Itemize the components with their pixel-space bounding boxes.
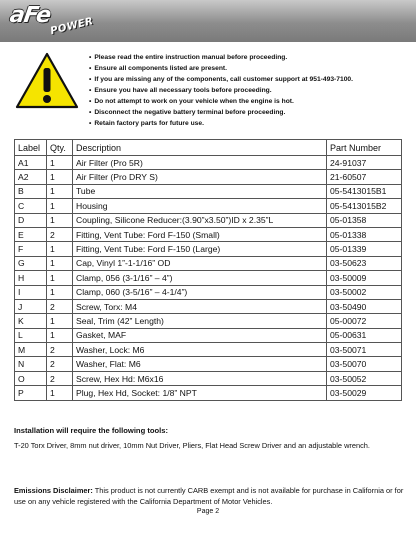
emissions-disclaimer bbox=[14, 486, 406, 507]
cell-part-number: 21-60507 bbox=[327, 170, 402, 184]
cell-part-number: 03-50070 bbox=[327, 357, 402, 371]
table-row bbox=[15, 256, 402, 270]
cell-part-number: 05-01358 bbox=[327, 213, 402, 227]
cell-label: A1 bbox=[15, 156, 47, 170]
cell-description: Screw, Hex Hd: M6x16 bbox=[73, 371, 327, 385]
warning-item: • Retain factory parts for future use. bbox=[89, 118, 353, 129]
table-row bbox=[15, 227, 402, 241]
table-header-row bbox=[15, 140, 402, 156]
cell-description: Coupling, Silicone Reducer:(3.90”x3.50”)ID x 2.35”L bbox=[73, 213, 327, 227]
logo-sub-text: POWER bbox=[49, 15, 95, 38]
cell-qty: 1 bbox=[47, 170, 73, 184]
cell-description: Fitting, Vent Tube: Ford F-150 (Small) bbox=[73, 227, 327, 241]
cell-label: C bbox=[15, 199, 47, 213]
parts-table bbox=[14, 139, 402, 401]
warning-item: • Ensure you have all necessary tools before proceeding. bbox=[89, 85, 353, 96]
cell-description: Clamp, 060 (3-5/16” – 4-1/4”) bbox=[73, 285, 327, 299]
disclaimer-label: Emissions Disclaimer: bbox=[14, 486, 93, 495]
cell-qty: 2 bbox=[47, 357, 73, 371]
cell-description: Tube bbox=[73, 184, 327, 198]
cell-description: Clamp, 056 (3-1/16” – 4”) bbox=[73, 271, 327, 285]
cell-qty: 2 bbox=[47, 371, 73, 385]
cell-part-number: 05-5413015B1 bbox=[327, 184, 402, 198]
cell-description: Seal, Trim (42” Length) bbox=[73, 314, 327, 328]
table-row bbox=[15, 343, 402, 357]
cell-part-number: 03-50490 bbox=[327, 299, 402, 313]
table-row bbox=[15, 199, 402, 213]
cell-description: Air Filter (Pro DRY S) bbox=[73, 170, 327, 184]
table-row bbox=[15, 156, 402, 170]
cell-qty: 1 bbox=[47, 242, 73, 256]
cell-part-number: 03-50071 bbox=[327, 343, 402, 357]
cell-label: O bbox=[15, 371, 47, 385]
cell-description: Air Filter (Pro 5R) bbox=[73, 156, 327, 170]
warning-item: • Do not attempt to work on your vehicle when the engine is hot. bbox=[89, 96, 353, 107]
afe-power-logo bbox=[8, 3, 98, 39]
cell-part-number: 05-00631 bbox=[327, 328, 402, 342]
table-row bbox=[15, 386, 402, 400]
cell-qty: 2 bbox=[47, 299, 73, 313]
cell-qty: 1 bbox=[47, 271, 73, 285]
cell-label: F bbox=[15, 242, 47, 256]
table-row bbox=[15, 184, 402, 198]
cell-qty: 1 bbox=[47, 213, 73, 227]
cell-qty: 1 bbox=[47, 156, 73, 170]
table-row bbox=[15, 242, 402, 256]
cell-qty: 1 bbox=[47, 328, 73, 342]
table-row bbox=[15, 271, 402, 285]
cell-label: E bbox=[15, 227, 47, 241]
cell-part-number: 03-50052 bbox=[327, 371, 402, 385]
logo-main-text: aFe bbox=[8, 3, 52, 28]
cell-part-number: 03-50009 bbox=[327, 271, 402, 285]
warning-item: • Ensure all components listed are present. bbox=[89, 63, 353, 74]
cell-part-number: 03-50623 bbox=[327, 256, 402, 270]
cell-part-number: 05-01339 bbox=[327, 242, 402, 256]
header-part-number: Part Number bbox=[327, 140, 402, 156]
table-row bbox=[15, 371, 402, 385]
disclaimer-text: This product is not currently CARB exempt and is not available for purchase in California or for use on any vehicle registered with the California Department of Motor Vehicles. bbox=[14, 486, 404, 506]
cell-label: J bbox=[15, 299, 47, 313]
cell-qty: 1 bbox=[47, 199, 73, 213]
cell-description: Cap, Vinyl 1”-1-1/16” OD bbox=[73, 256, 327, 270]
cell-description: Screw, Torx: M4 bbox=[73, 299, 327, 313]
cell-part-number: 05-00072 bbox=[327, 314, 402, 328]
cell-label: M bbox=[15, 343, 47, 357]
cell-label: G bbox=[15, 256, 47, 270]
table-row bbox=[15, 170, 402, 184]
cell-qty: 1 bbox=[47, 285, 73, 299]
table-row bbox=[15, 285, 402, 299]
warning-triangle-icon bbox=[15, 52, 79, 110]
cell-label: K bbox=[15, 314, 47, 328]
cell-description: Housing bbox=[73, 199, 327, 213]
table-row bbox=[15, 213, 402, 227]
tools-text: T-20 Torx Driver, 8mm nut driver, 10mm Nut Driver, Pliers, Flat Head Screw Driver and an adjustable wrench. bbox=[14, 441, 370, 450]
cell-label: N bbox=[15, 357, 47, 371]
cell-description: Washer, Lock: M6 bbox=[73, 343, 327, 357]
cell-part-number: 05-5413015B2 bbox=[327, 199, 402, 213]
warning-item: • Disconnect the negative battery terminal before proceeding. bbox=[89, 107, 353, 118]
table-row bbox=[15, 357, 402, 371]
table-row bbox=[15, 328, 402, 342]
warning-item: • Please read the entire instruction manual before proceeding. bbox=[89, 52, 353, 63]
cell-qty: 2 bbox=[47, 227, 73, 241]
cell-description: Fitting, Vent Tube: Ford F-150 (Large) bbox=[73, 242, 327, 256]
header-description: Description bbox=[73, 140, 327, 156]
cell-part-number: 24-91037 bbox=[327, 156, 402, 170]
cell-label: B bbox=[15, 184, 47, 198]
cell-qty: 1 bbox=[47, 386, 73, 400]
page-number: Page 2 bbox=[196, 508, 220, 515]
header-bar bbox=[0, 0, 416, 42]
cell-qty: 1 bbox=[47, 184, 73, 198]
cell-description: Washer, Flat: M6 bbox=[73, 357, 327, 371]
header-qty: Qty. bbox=[47, 140, 73, 156]
cell-qty: 1 bbox=[47, 314, 73, 328]
table-row bbox=[15, 314, 402, 328]
cell-label: H bbox=[15, 271, 47, 285]
cell-label: A2 bbox=[15, 170, 47, 184]
tools-title: Installation will require the following tools: bbox=[14, 426, 168, 435]
cell-part-number: 05-01338 bbox=[327, 227, 402, 241]
cell-label: I bbox=[15, 285, 47, 299]
cell-description: Plug, Hex Hd, Socket: 1/8” NPT bbox=[73, 386, 327, 400]
cell-label: L bbox=[15, 328, 47, 342]
header-label: Label bbox=[15, 140, 47, 156]
warning-list bbox=[89, 52, 353, 129]
cell-qty: 1 bbox=[47, 256, 73, 270]
table-row bbox=[15, 299, 402, 313]
cell-qty: 2 bbox=[47, 343, 73, 357]
cell-part-number: 03-50002 bbox=[327, 285, 402, 299]
cell-label: D bbox=[15, 213, 47, 227]
cell-part-number: 03-50029 bbox=[327, 386, 402, 400]
cell-label: P bbox=[15, 386, 47, 400]
warning-item: • If you are missing any of the components, call customer support at 951-493-7100. bbox=[89, 74, 353, 85]
cell-description: Gasket, MAF bbox=[73, 328, 327, 342]
parts-table-body bbox=[15, 156, 402, 401]
